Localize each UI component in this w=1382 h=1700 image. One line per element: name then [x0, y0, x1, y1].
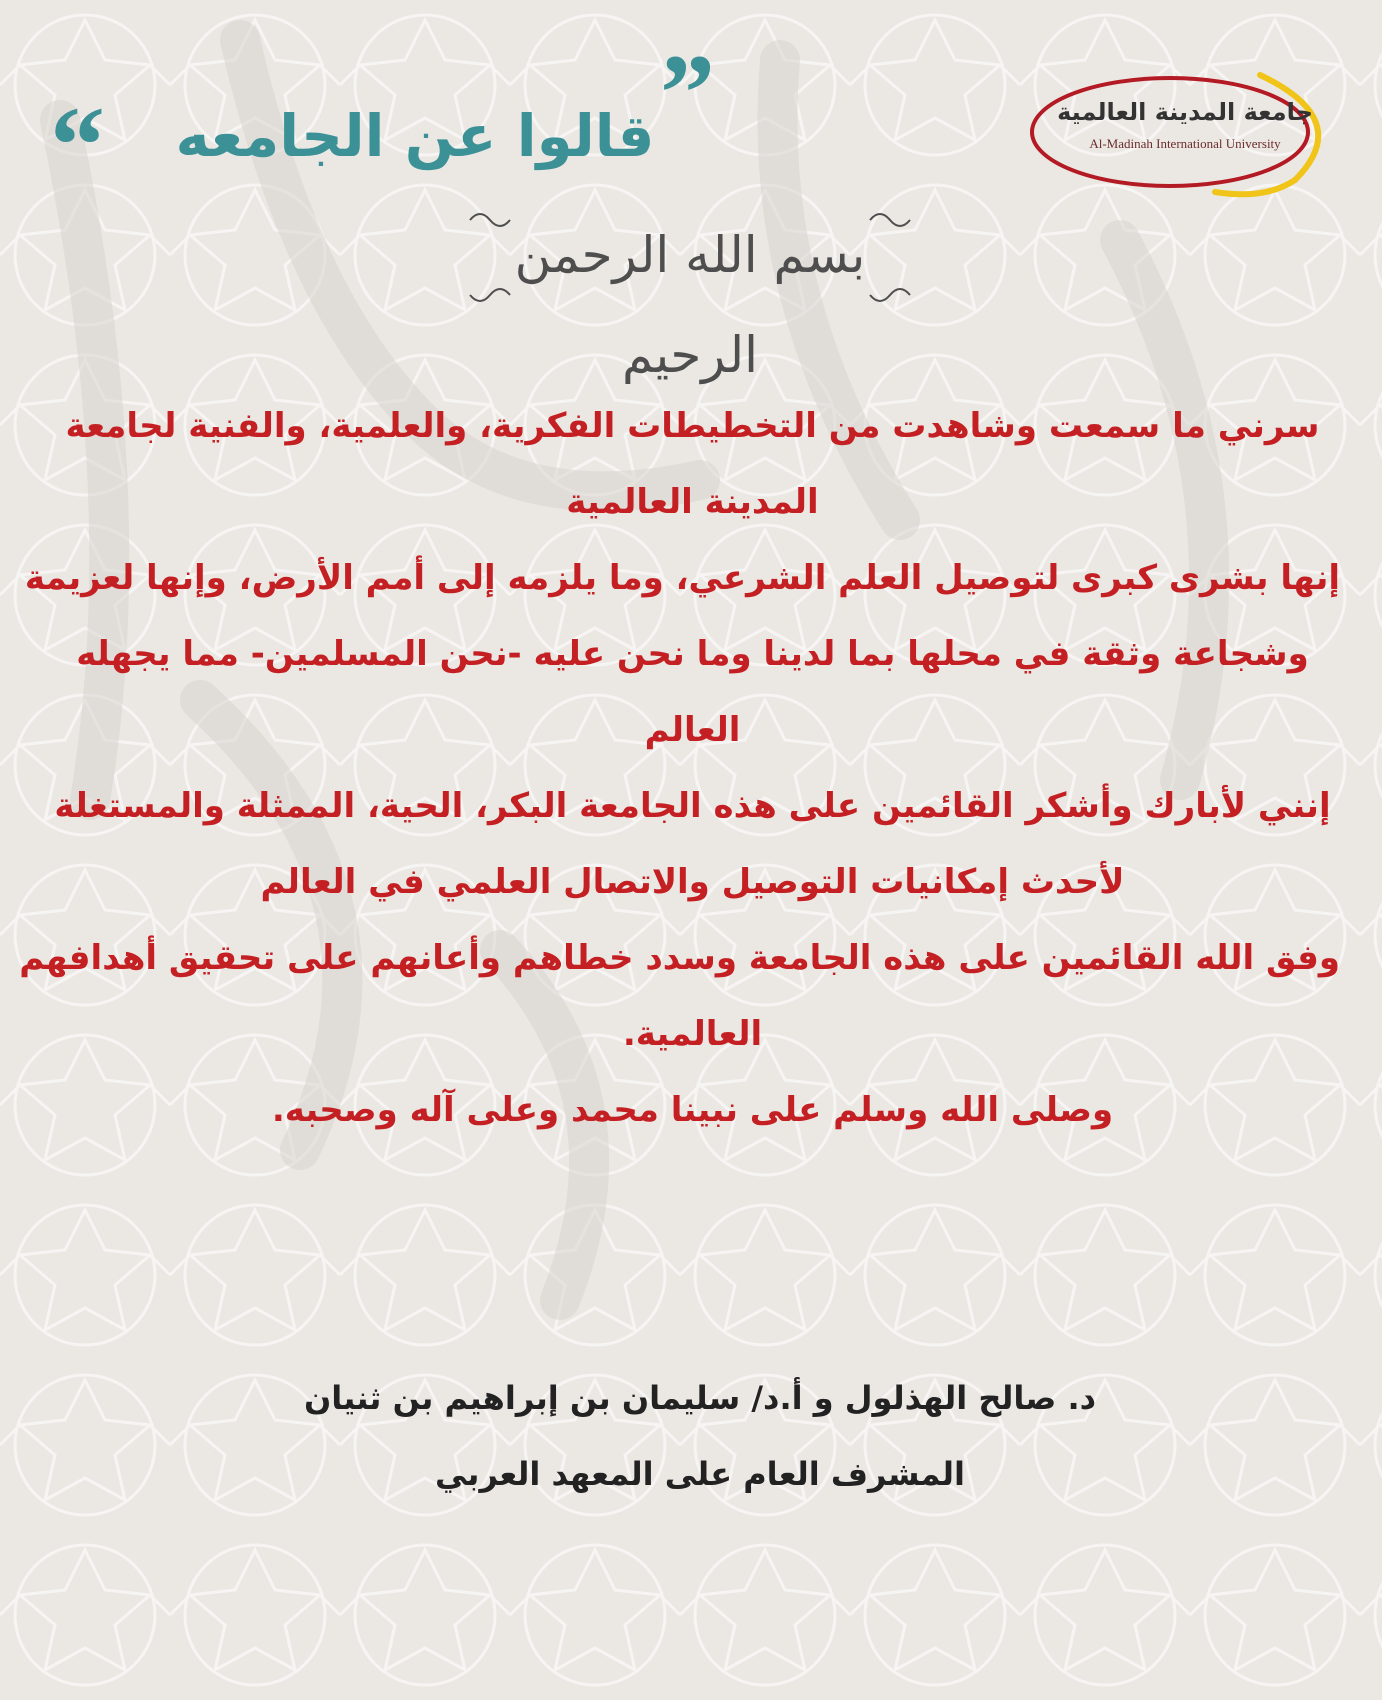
university-logo — [1025, 60, 1345, 200]
logo-name-english: Al-Madinah International University — [1089, 136, 1281, 151]
logo-ring-icon — [1025, 60, 1345, 200]
testimonial-line: لأحدث إمكانيات التوصيل والاتصال العلمي في العالم — [260, 862, 1125, 902]
testimonial-line: إنني لأبارك وأشكر القائمين على هذه الجامعة البكر، الحية، الممثلة والمستغلة — [54, 786, 1331, 826]
testimonial-line: وشجاعة وثقة في محلها بما لدينا وما نحن عليه -نحن المسلمين- مما يجهله — [76, 634, 1309, 674]
testimonial-line: المدينة العالمية — [566, 482, 819, 522]
signature-names: د. صالح الهذلول و أ.د/ سليمان بن إبراهيم بن ثنيان — [303, 1379, 1097, 1417]
close-quote-icon: ” — [660, 32, 715, 154]
signature-role: المشرف العام على المعهد العربي — [435, 1455, 965, 1493]
testimonial-line: العالمية. — [622, 1014, 763, 1054]
page-header — [40, 32, 750, 206]
testimonial-line: وصلى الله وسلم على نبينا محمد وعلى آله وصحبه. — [271, 1090, 1114, 1130]
logo-name-arabic: جامعة المدينة العالمية — [1057, 98, 1313, 126]
testimonial-line: وفق الله القائمين على هذه الجامعة وسدد خطاهم وأعانهم على تحقيق أهدافهم — [19, 938, 1340, 978]
testimonial-line: سرني ما سمعت وشاهدت من التخطيطات الفكرية، والعلمية، والفنية لجامعة — [65, 406, 1320, 446]
testimonial-line: إنها بشرى كبرى لتوصيل العلم الشرعي، وما يلزمه إلى أمم الأرض، وإنها لعزيمة — [24, 558, 1340, 598]
testimonial-body — [19, 388, 1340, 1148]
signature-block — [200, 1360, 1200, 1512]
page-title: قالوا عن الجامعه — [175, 102, 655, 170]
basmala: بسم الله الرحمن الرحيم — [514, 226, 866, 384]
testimonial-line: العالم — [644, 710, 741, 750]
open-quote-icon: “ — [50, 84, 105, 206]
